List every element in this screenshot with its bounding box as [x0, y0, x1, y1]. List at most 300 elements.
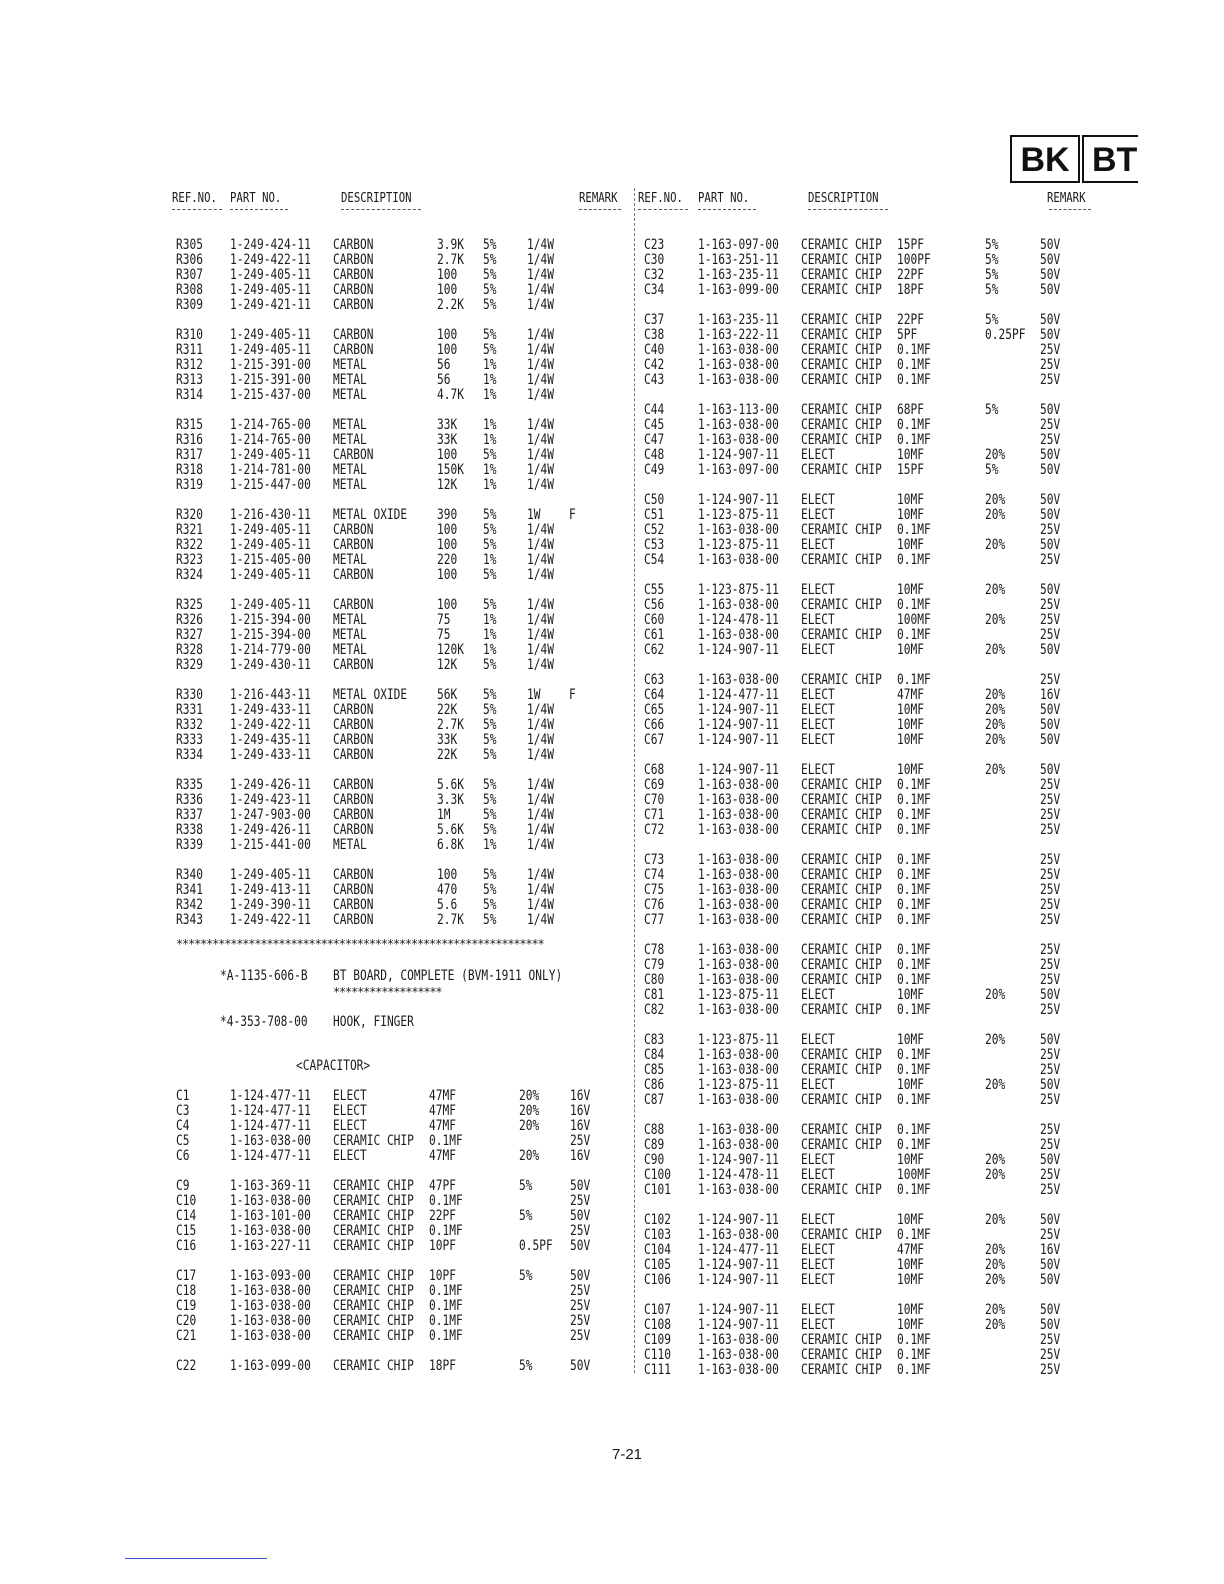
cell-value: 10MF: [897, 987, 924, 1003]
cell-ref-no: C47: [644, 432, 665, 448]
cell-rating: 1/4W: [527, 237, 554, 253]
cell-ref-no: R326: [176, 612, 203, 628]
cell-value: 100MF: [897, 1167, 931, 1183]
cell-description: ELECT: [801, 1242, 835, 1258]
cell-part-no: 1-123-875-11: [698, 1077, 779, 1093]
cell-tolerance: 5%: [519, 1208, 533, 1224]
cell-ref-no: C75: [644, 882, 665, 898]
cell-value: 0.1MF: [897, 522, 931, 538]
cell-description: CERAMIC CHIP: [801, 597, 882, 613]
cell-value: 22K: [437, 747, 458, 763]
cell-description: CERAMIC CHIP: [801, 1332, 882, 1348]
cell-part-no: 1-124-907-11: [698, 732, 779, 748]
cell-description: CERAMIC CHIP: [333, 1178, 414, 1194]
cell-description: CARBON: [333, 597, 374, 613]
cell-part-no: 1-163-113-00: [698, 402, 779, 418]
cell-tolerance: 20%: [985, 1242, 1006, 1258]
board-part-no: *A-1135-606-B: [220, 968, 308, 984]
cell-part-no: 1-215-405-00: [230, 552, 311, 568]
cell-ref-no: C78: [644, 942, 665, 958]
cell-part-no: 1-163-227-11: [230, 1238, 311, 1254]
cell-ref-no: C103: [644, 1227, 671, 1243]
cell-ref-no: R311: [176, 342, 203, 358]
cell-ref-no: C80: [644, 972, 665, 988]
cell-tolerance: 5%: [483, 777, 497, 793]
cell-part-no: 1-163-038-00: [698, 972, 779, 988]
cell-tolerance: 20%: [985, 987, 1006, 1003]
cell-description: CERAMIC CHIP: [801, 282, 882, 298]
cell-rating: 50V: [1040, 462, 1061, 478]
cell-rating: 1/4W: [527, 702, 554, 718]
cell-ref-no: C9: [176, 1178, 190, 1194]
cell-tolerance: 20%: [985, 687, 1006, 703]
cell-ref-no: R317: [176, 447, 203, 463]
cell-ref-no: R328: [176, 642, 203, 658]
cell-part-no: 1-123-875-11: [698, 1032, 779, 1048]
cell-ref-no: C109: [644, 1332, 671, 1348]
cell-rating: 25V: [1040, 672, 1061, 688]
cell-ref-no: C65: [644, 702, 665, 718]
cell-tolerance: 20%: [985, 1257, 1006, 1273]
cell-part-no: 1-249-405-11: [230, 522, 311, 538]
hook-description: HOOK, FINGER: [333, 1014, 414, 1030]
cell-description: CERAMIC CHIP: [801, 1227, 882, 1243]
cell-part-no: 1-249-405-11: [230, 537, 311, 553]
cell-part-no: 1-163-038-00: [698, 1137, 779, 1153]
cell-ref-no: C52: [644, 522, 665, 538]
cell-part-no: 1-124-907-11: [698, 1212, 779, 1228]
cell-description: CERAMIC CHIP: [801, 402, 882, 418]
cell-description: CERAMIC CHIP: [801, 1347, 882, 1363]
cell-part-no: 1-163-038-00: [698, 1182, 779, 1198]
cell-part-no: 1-249-421-11: [230, 297, 311, 313]
cell-description: METAL: [333, 387, 367, 403]
cell-rating: 1/4W: [527, 372, 554, 388]
cell-value: 0.1MF: [429, 1193, 463, 1209]
cell-rating: 50V: [1040, 1317, 1061, 1333]
cell-description: CERAMIC CHIP: [801, 522, 882, 538]
cell-part-no: 1-215-437-00: [230, 387, 311, 403]
cell-value: 56K: [437, 687, 458, 703]
cell-ref-no: R310: [176, 327, 203, 343]
cell-ref-no: C88: [644, 1122, 665, 1138]
cell-ref-no: C20: [176, 1313, 197, 1329]
header-description-right: DESCRIPTION: [808, 191, 879, 206]
cell-tolerance: 1%: [483, 612, 497, 628]
cell-value: 47PF: [429, 1178, 456, 1194]
cell-value: 56: [437, 372, 451, 388]
cell-ref-no: C5: [176, 1133, 190, 1149]
cell-description: ELECT: [801, 612, 835, 628]
cell-value: 0.1MF: [897, 867, 931, 883]
cell-rating: 25V: [570, 1133, 591, 1149]
cell-part-no: 1-163-038-00: [698, 1362, 779, 1378]
cell-part-no: 1-163-093-00: [230, 1268, 311, 1284]
cell-tolerance: 5%: [483, 747, 497, 763]
tab-bk[interactable]: BK: [1010, 135, 1080, 183]
cell-rating: 50V: [1040, 732, 1061, 748]
cell-value: 0.1MF: [897, 627, 931, 643]
cell-ref-no: C55: [644, 582, 665, 598]
cell-value: 0.1MF: [897, 822, 931, 838]
cell-ref-no: R319: [176, 477, 203, 493]
cell-description: ELECT: [801, 1167, 835, 1183]
cell-tolerance: 5%: [483, 522, 497, 538]
cell-part-no: 1-249-426-11: [230, 777, 311, 793]
header-underline: [172, 209, 222, 210]
cell-part-no: 1-124-907-11: [698, 1257, 779, 1273]
cell-part-no: 1-163-099-00: [230, 1358, 311, 1374]
cell-value: 10MF: [897, 1212, 924, 1228]
cell-tolerance: 20%: [985, 537, 1006, 553]
cell-value: 470: [437, 882, 458, 898]
cell-value: 0.1MF: [897, 1047, 931, 1063]
cell-part-no: 1-249-423-11: [230, 792, 311, 808]
cell-part-no: 1-249-405-11: [230, 327, 311, 343]
cell-ref-no: R333: [176, 732, 203, 748]
cell-description: CARBON: [333, 732, 374, 748]
cell-description: CERAMIC CHIP: [801, 942, 882, 958]
cell-part-no: 1-215-394-00: [230, 627, 311, 643]
cell-description: CERAMIC CHIP: [801, 1362, 882, 1378]
cell-part-no: 1-163-038-00: [698, 1047, 779, 1063]
cell-ref-no: C76: [644, 897, 665, 913]
cell-ref-no: R305: [176, 237, 203, 253]
cell-rating: 25V: [1040, 1362, 1061, 1378]
cell-part-no: 1-249-405-11: [230, 567, 311, 583]
cell-tolerance: 20%: [985, 1167, 1006, 1183]
cell-value: 10PF: [429, 1268, 456, 1284]
cell-part-no: 1-124-477-11: [230, 1148, 311, 1164]
cell-part-no: 1-163-097-00: [698, 237, 779, 253]
cell-rating: 50V: [1040, 252, 1061, 268]
cell-part-no: 1-124-477-11: [230, 1103, 311, 1119]
cell-ref-no: C23: [644, 237, 665, 253]
cell-rating: 25V: [1040, 342, 1061, 358]
cell-description: ELECT: [801, 1302, 835, 1318]
cell-rating: 50V: [1040, 312, 1061, 328]
cell-tolerance: 5%: [483, 507, 497, 523]
cell-rating: 1/4W: [527, 252, 554, 268]
cell-ref-no: C100: [644, 1167, 671, 1183]
cell-value: 100: [437, 267, 458, 283]
cell-value: 47MF: [429, 1118, 456, 1134]
cell-value: 0.1MF: [897, 1122, 931, 1138]
cell-ref-no: C104: [644, 1242, 671, 1258]
cell-description: ELECT: [801, 1257, 835, 1273]
cell-part-no: 1-249-405-11: [230, 282, 311, 298]
cell-description: CERAMIC CHIP: [801, 1137, 882, 1153]
cell-part-no: 1-163-038-00: [698, 522, 779, 538]
page-number: 7-21: [612, 1446, 643, 1463]
header-underline: [808, 209, 888, 210]
cell-description: CERAMIC CHIP: [333, 1208, 414, 1224]
cell-value: 15PF: [897, 237, 924, 253]
cell-tolerance: 1%: [483, 477, 497, 493]
cell-rating: 50V: [1040, 1077, 1061, 1093]
cell-part-no: 1-124-477-11: [230, 1088, 311, 1104]
cell-rating: 50V: [1040, 1212, 1061, 1228]
cell-part-no: 1-215-394-00: [230, 612, 311, 628]
cell-description: METAL: [333, 642, 367, 658]
cell-value: 0.1MF: [897, 897, 931, 913]
cell-value: 0.1MF: [897, 597, 931, 613]
cell-tolerance: 20%: [519, 1103, 540, 1119]
cell-rating: 1/4W: [527, 837, 554, 853]
cell-part-no: 1-123-875-11: [698, 507, 779, 523]
cell-description: ELECT: [801, 1032, 835, 1048]
cell-part-no: 1-163-038-00: [698, 357, 779, 373]
cell-ref-no: C77: [644, 912, 665, 928]
cell-description: CERAMIC CHIP: [801, 972, 882, 988]
cell-value: 0.1MF: [897, 1332, 931, 1348]
cell-value: 100: [437, 342, 458, 358]
cell-ref-no: R308: [176, 282, 203, 298]
cell-ref-no: C6: [176, 1148, 190, 1164]
cell-part-no: 1-163-099-00: [698, 282, 779, 298]
cell-rating: 25V: [1040, 792, 1061, 808]
cell-part-no: 1-163-038-00: [698, 957, 779, 973]
cell-value: 150K: [437, 462, 464, 478]
cell-value: 22PF: [897, 312, 924, 328]
cell-value: 10MF: [897, 1272, 924, 1288]
cell-part-no: 1-216-430-11: [230, 507, 311, 523]
cell-ref-no: C83: [644, 1032, 665, 1048]
board-underline: ******************: [333, 985, 442, 999]
cell-description: CERAMIC CHIP: [801, 552, 882, 568]
cell-tolerance: 5%: [483, 807, 497, 823]
cell-value: 2.7K: [437, 252, 464, 268]
header-remark-left: REMARK: [579, 191, 618, 206]
header-underline: [698, 209, 756, 210]
cell-part-no: 1-249-405-11: [230, 342, 311, 358]
cell-tolerance: 5%: [483, 327, 497, 343]
cell-description: CERAMIC CHIP: [801, 957, 882, 973]
cell-rating: 25V: [1040, 522, 1061, 538]
cell-tolerance: 5%: [483, 912, 497, 928]
cell-value: 0.1MF: [897, 972, 931, 988]
cell-part-no: 1-124-907-11: [698, 702, 779, 718]
cell-description: CERAMIC CHIP: [333, 1133, 414, 1149]
cell-ref-no: R337: [176, 807, 203, 823]
cell-rating: 25V: [1040, 417, 1061, 433]
cell-value: 0.1MF: [897, 1137, 931, 1153]
cell-rating: 25V: [1040, 1047, 1061, 1063]
cell-ref-no: R338: [176, 822, 203, 838]
cell-ref-no: C19: [176, 1298, 197, 1314]
cell-ref-no: C17: [176, 1268, 197, 1284]
cell-description: CERAMIC CHIP: [333, 1358, 414, 1374]
cell-tolerance: 1%: [483, 357, 497, 373]
cell-ref-no: C18: [176, 1283, 197, 1299]
cell-part-no: 1-163-101-00: [230, 1208, 311, 1224]
cell-tolerance: 20%: [985, 732, 1006, 748]
cell-tolerance: 5%: [483, 867, 497, 883]
cell-value: 10MF: [897, 1032, 924, 1048]
cell-ref-no: R327: [176, 627, 203, 643]
cell-part-no: 1-124-907-11: [698, 1272, 779, 1288]
cell-ref-no: C21: [176, 1328, 197, 1344]
cell-description: CERAMIC CHIP: [801, 342, 882, 358]
cell-tolerance: 20%: [985, 1077, 1006, 1093]
header-underline: [230, 209, 288, 210]
cell-part-no: 1-214-781-00: [230, 462, 311, 478]
cell-rating: 1/4W: [527, 462, 554, 478]
cell-rating: 16V: [570, 1088, 591, 1104]
cell-value: 0.1MF: [897, 1182, 931, 1198]
cell-value: 10MF: [897, 447, 924, 463]
cell-rating: 25V: [1040, 627, 1061, 643]
cell-value: 0.1MF: [429, 1328, 463, 1344]
cell-rating: 1W: [527, 507, 541, 523]
cell-rating: 1/4W: [527, 387, 554, 403]
cell-value: 10PF: [429, 1238, 456, 1254]
cell-rating: 1/4W: [527, 432, 554, 448]
header-description-left: DESCRIPTION: [341, 191, 412, 206]
cell-description: ELECT: [801, 702, 835, 718]
cell-ref-no: C72: [644, 822, 665, 838]
cell-rating: 25V: [1040, 1167, 1061, 1183]
cell-description: CERAMIC CHIP: [801, 882, 882, 898]
cell-ref-no: R340: [176, 867, 203, 883]
cell-rating: 50V: [1040, 642, 1061, 658]
cell-tolerance: 5%: [519, 1178, 533, 1194]
cell-description: CARBON: [333, 297, 374, 313]
cell-value: 0.1MF: [897, 1227, 931, 1243]
cell-ref-no: R336: [176, 792, 203, 808]
cell-ref-no: R323: [176, 552, 203, 568]
tab-bt[interactable]: BT: [1082, 135, 1138, 183]
cell-rating: 1/4W: [527, 447, 554, 463]
cell-rating: 50V: [1040, 492, 1061, 508]
cell-tolerance: 0.25PF: [985, 327, 1026, 343]
cell-part-no: 1-163-038-00: [698, 372, 779, 388]
cell-rating: 1/4W: [527, 297, 554, 313]
cell-description: ELECT: [801, 717, 835, 733]
cell-part-no: 1-163-038-00: [698, 897, 779, 913]
cell-value: 12K: [437, 657, 458, 673]
cell-part-no: 1-124-907-11: [698, 492, 779, 508]
cell-value: 18PF: [897, 282, 924, 298]
cell-description: CERAMIC CHIP: [333, 1283, 414, 1299]
cell-ref-no: C62: [644, 642, 665, 658]
cell-tolerance: 5%: [483, 897, 497, 913]
cell-tolerance: 5%: [985, 462, 999, 478]
cell-description: ELECT: [333, 1148, 367, 1164]
cell-rating: 25V: [1040, 942, 1061, 958]
cell-remark: F: [569, 507, 576, 523]
cell-value: 0.1MF: [897, 912, 931, 928]
cell-rating: 1/4W: [527, 867, 554, 883]
cell-description: ELECT: [801, 1272, 835, 1288]
cell-tolerance: 20%: [985, 642, 1006, 658]
cell-value: 2.7K: [437, 912, 464, 928]
cell-value: 0.1MF: [897, 957, 931, 973]
cell-ref-no: C64: [644, 687, 665, 703]
cell-rating: 25V: [1040, 1002, 1061, 1018]
cell-value: 0.1MF: [897, 1362, 931, 1378]
cell-tolerance: 1%: [483, 837, 497, 853]
cell-tolerance: 20%: [985, 762, 1006, 778]
cell-part-no: 1-124-907-11: [698, 717, 779, 733]
cell-rating: 25V: [1040, 432, 1061, 448]
cell-value: 10MF: [897, 1152, 924, 1168]
cell-rating: 50V: [1040, 507, 1061, 523]
cell-rating: 1/4W: [527, 777, 554, 793]
cell-rating: 50V: [1040, 1032, 1061, 1048]
cell-ref-no: C42: [644, 357, 665, 373]
cell-description: CERAMIC CHIP: [333, 1268, 414, 1284]
cell-tolerance: 5%: [483, 297, 497, 313]
cell-tolerance: 1%: [483, 642, 497, 658]
cell-part-no: 1-249-422-11: [230, 717, 311, 733]
cell-part-no: 1-163-038-00: [698, 777, 779, 793]
cell-part-no: 1-216-443-11: [230, 687, 311, 703]
cell-part-no: 1-163-038-00: [230, 1193, 311, 1209]
cell-part-no: 1-249-422-11: [230, 252, 311, 268]
cell-part-no: 1-163-222-11: [698, 327, 779, 343]
cell-value: 75: [437, 627, 451, 643]
cell-value: 10MF: [897, 1257, 924, 1273]
cell-description: CARBON: [333, 912, 374, 928]
cell-description: ELECT: [801, 732, 835, 748]
cell-ref-no: C90: [644, 1152, 665, 1168]
cell-value: 0.1MF: [897, 1092, 931, 1108]
cell-value: 0.1MF: [429, 1313, 463, 1329]
cell-description: METAL: [333, 552, 367, 568]
cell-tolerance: 0.5PF: [519, 1238, 553, 1254]
cell-ref-no: C79: [644, 957, 665, 973]
cell-rating: 50V: [1040, 717, 1061, 733]
cell-tolerance: 20%: [985, 507, 1006, 523]
cell-ref-no: C63: [644, 672, 665, 688]
cell-part-no: 1-163-038-00: [698, 627, 779, 643]
cell-part-no: 1-124-907-11: [698, 1302, 779, 1318]
cell-rating: 50V: [570, 1178, 591, 1194]
cell-rating: 1/4W: [527, 342, 554, 358]
cell-ref-no: R329: [176, 657, 203, 673]
cell-ref-no: C107: [644, 1302, 671, 1318]
cell-description: CARBON: [333, 702, 374, 718]
cell-rating: 1W: [527, 687, 541, 703]
cell-rating: 25V: [1040, 882, 1061, 898]
cell-description: CARBON: [333, 897, 374, 913]
cell-part-no: 1-163-235-11: [698, 312, 779, 328]
cell-tolerance: 1%: [483, 372, 497, 388]
cell-value: 10MF: [897, 642, 924, 658]
cell-description: CARBON: [333, 867, 374, 883]
cell-part-no: 1-163-038-00: [698, 417, 779, 433]
cell-ref-no: C73: [644, 852, 665, 868]
cell-rating: 50V: [1040, 267, 1061, 283]
cell-part-no: 1-163-235-11: [698, 267, 779, 283]
cell-value: 100: [437, 537, 458, 553]
cell-tolerance: 20%: [985, 582, 1006, 598]
cell-value: 22PF: [897, 267, 924, 283]
cell-part-no: 1-163-038-00: [230, 1298, 311, 1314]
cell-rating: 25V: [570, 1298, 591, 1314]
cell-ref-no: R342: [176, 897, 203, 913]
cell-value: 100: [437, 867, 458, 883]
cell-rating: 1/4W: [527, 792, 554, 808]
cell-part-no: 1-124-907-11: [698, 1152, 779, 1168]
cell-rating: 50V: [570, 1358, 591, 1374]
header-part-no-right: PART NO.: [698, 191, 750, 206]
cell-value: 0.1MF: [429, 1298, 463, 1314]
cell-value: 2.2K: [437, 297, 464, 313]
capacitor-heading: <CAPACITOR>: [296, 1058, 371, 1074]
cell-ref-no: C16: [176, 1238, 197, 1254]
